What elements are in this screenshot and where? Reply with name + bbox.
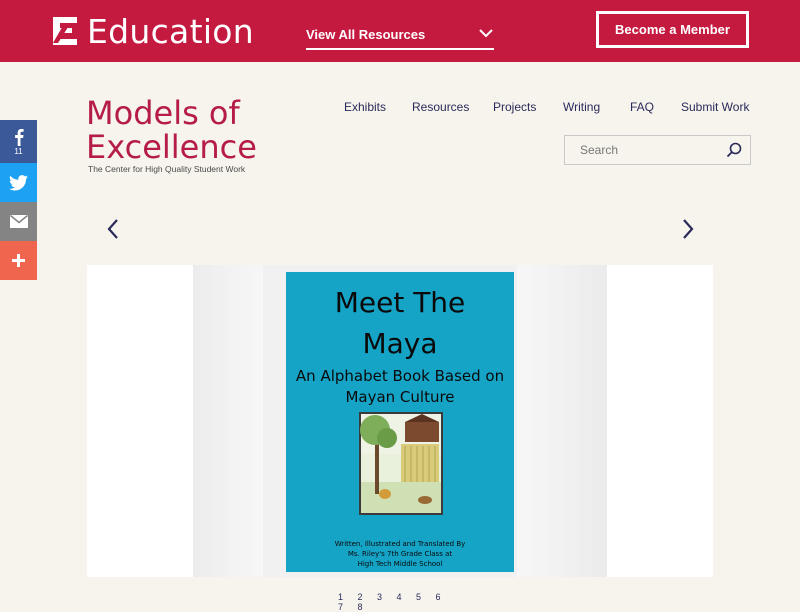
- facebook-icon: [14, 128, 24, 146]
- cover-title-line2: Maya: [362, 327, 438, 360]
- search-input[interactable]: [565, 136, 715, 164]
- twitter-icon: [9, 175, 28, 191]
- cover-title-line1: Meet The: [334, 286, 466, 319]
- cover-credit-line1: Written, Illustrated and Translated By: [334, 540, 466, 548]
- chevron-down-icon: [478, 27, 494, 39]
- brand-name: Education: [87, 11, 254, 51]
- cover-subtitle-line1: An Alphabet Book Based on: [295, 367, 505, 385]
- nav-item-submit-work[interactable]: Submit Work: [681, 100, 750, 114]
- search-box: [564, 135, 751, 165]
- cover-credit-line3: High Tech Middle School: [357, 560, 443, 568]
- site-title[interactable]: [86, 96, 257, 164]
- carousel-pagination[interactable]: 1 2 3 4 5 6 7 8: [338, 592, 447, 612]
- facebook-share-button[interactable]: [0, 120, 37, 163]
- search-icon[interactable]: [726, 142, 742, 158]
- twitter-share-button[interactable]: [0, 163, 37, 202]
- resources-select-label: View All Resources: [306, 27, 426, 42]
- more-share-button[interactable]: [0, 241, 37, 280]
- nav-item-faq[interactable]: FAQ: [630, 100, 655, 114]
- plus-icon: [12, 254, 25, 267]
- nav-item-writing[interactable]: Writing: [563, 100, 601, 114]
- social-share-bar: [0, 120, 37, 280]
- carousel-next-arrow-icon[interactable]: [681, 218, 695, 240]
- view-all-resources-select[interactable]: [306, 20, 494, 50]
- el-education-logo[interactable]: [50, 13, 254, 49]
- site-title-line1: Models of: [86, 94, 240, 132]
- facebook-share-count: 11: [14, 146, 23, 156]
- nav-item-projects[interactable]: Projects: [493, 100, 537, 114]
- envelope-icon: [10, 215, 28, 228]
- el-logo-mark-icon: [50, 15, 80, 47]
- nav-item-resources[interactable]: Resources: [412, 100, 470, 114]
- site-tagline: The Center for High Quality Student Work: [88, 164, 246, 174]
- cover-subtitle-line2: Mayan Culture: [345, 388, 455, 406]
- cover-credit-line2: Ms. Riley's 7th Grade Class at: [347, 550, 453, 558]
- nav-item-exhibits[interactable]: Exhibits: [344, 100, 387, 114]
- top-banner: [0, 0, 800, 62]
- become-member-button[interactable]: Become a Member: [596, 11, 749, 48]
- cover-illustration: [359, 412, 443, 515]
- book-cover-image: [286, 272, 514, 572]
- site-title-line2: Excellence: [86, 128, 257, 166]
- carousel-slide[interactable]: [87, 265, 713, 577]
- email-share-button[interactable]: [0, 202, 37, 241]
- carousel-prev-arrow-icon[interactable]: [106, 218, 120, 240]
- main-nav: [344, 100, 752, 116]
- cover-credit: [286, 539, 514, 569]
